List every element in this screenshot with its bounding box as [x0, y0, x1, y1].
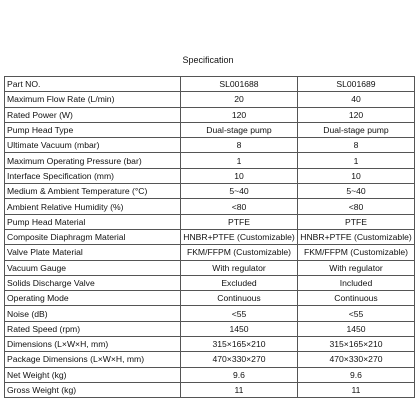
- table-row: [5, 107, 415, 122]
- spec-value-cell-sl001689: <55: [298, 306, 415, 321]
- table-row: [5, 77, 415, 92]
- spec-value-cell-sl001689: 10: [298, 168, 415, 183]
- table-row: [5, 321, 415, 336]
- spec-value-cell-sl001688: 1450: [181, 321, 298, 336]
- spec-value-cell-sl001688: 5~40: [181, 184, 298, 199]
- spec-label-cell: Medium & Ambient Temperature (°C): [5, 184, 181, 199]
- spec-value-cell-sl001689: 9.6: [298, 367, 415, 382]
- table-row: [5, 214, 415, 229]
- spec-label-cell: Rated Speed (rpm): [5, 321, 181, 336]
- spec-value-cell-sl001688: Continuous: [181, 291, 298, 306]
- spec-label-cell: Ultimate Vacuum (mbar): [5, 138, 181, 153]
- spec-value-cell-sl001688: 11: [181, 382, 298, 397]
- spec-value-cell-sl001689: With regulator: [298, 260, 415, 275]
- spec-value-cell-sl001689: 8: [298, 138, 415, 153]
- spec-label-cell: Pump Head Type: [5, 122, 181, 137]
- spec-value-cell-sl001689: SL001689: [298, 77, 415, 92]
- spec-value-cell-sl001688: SL001688: [181, 77, 298, 92]
- spec-value-cell-sl001689: 120: [298, 107, 415, 122]
- spec-label-cell: Operating Mode: [5, 291, 181, 306]
- spec-value-cell-sl001688: FKM/FFPM (Customizable): [181, 245, 298, 260]
- spec-value-cell-sl001689: 1450: [298, 321, 415, 336]
- table-row: [5, 260, 415, 275]
- table-row: [5, 168, 415, 183]
- table-row: [5, 229, 415, 244]
- spec-value-cell-sl001688: 1: [181, 153, 298, 168]
- table-row: [5, 153, 415, 168]
- spec-value-cell-sl001689: 315×165×210: [298, 337, 415, 352]
- spec-value-cell-sl001688: 20: [181, 92, 298, 107]
- spec-value-cell-sl001688: Dual-stage pump: [181, 122, 298, 137]
- spec-label-cell: Ambient Relative Humidity (%): [5, 199, 181, 214]
- spec-value-cell-sl001688: Excluded: [181, 275, 298, 290]
- table-row: [5, 367, 415, 382]
- spec-value-cell-sl001688: 315×165×210: [181, 337, 298, 352]
- page-title: Specification: [182, 55, 234, 65]
- spec-value-cell-sl001688: <55: [181, 306, 298, 321]
- spec-value-cell-sl001688: PTFE: [181, 214, 298, 229]
- spec-label-cell: Interface Specification (mm): [5, 168, 181, 183]
- table-row: [5, 352, 415, 367]
- spec-value-cell-sl001689: 5~40: [298, 184, 415, 199]
- table-row: [5, 306, 415, 321]
- spec-value-cell-sl001689: PTFE: [298, 214, 415, 229]
- table-row: [5, 275, 415, 290]
- spec-value-cell-sl001689: 11: [298, 382, 415, 397]
- spec-label-cell: Maximum Flow Rate (L/min): [5, 92, 181, 107]
- spec-value-cell-sl001689: Continuous: [298, 291, 415, 306]
- spec-label-cell: Solids Discharge Valve: [5, 275, 181, 290]
- table-row: [5, 291, 415, 306]
- spec-label-cell: Vacuum Gauge: [5, 260, 181, 275]
- spec-value-cell-sl001689: Included: [298, 275, 415, 290]
- spec-label-cell: Maximum Operating Pressure (bar): [5, 153, 181, 168]
- table-row: [5, 122, 415, 137]
- table-row: [5, 337, 415, 352]
- spec-label-cell: Part NO.: [5, 77, 181, 92]
- spec-value-cell-sl001689: <80: [298, 199, 415, 214]
- table-row: [5, 138, 415, 153]
- spec-label-cell: Dimensions (L×W×H, mm): [5, 337, 181, 352]
- spec-value-cell-sl001688: With regulator: [181, 260, 298, 275]
- spec-label-cell: Pump Head Material: [5, 214, 181, 229]
- table-row: [5, 184, 415, 199]
- spec-value-cell-sl001688: 9.6: [181, 367, 298, 382]
- spec-table-body: [5, 77, 415, 398]
- table-row: [5, 382, 415, 397]
- spec-value-cell-sl001688: 120: [181, 107, 298, 122]
- spec-value-cell-sl001689: 470×330×270: [298, 352, 415, 367]
- spec-value-cell-sl001689: 40: [298, 92, 415, 107]
- spec-table: [4, 76, 415, 398]
- spec-label-cell: Package Dimensions (L×W×H, mm): [5, 352, 181, 367]
- spec-value-cell-sl001689: HNBR+PTFE (Customizable): [298, 229, 415, 244]
- spec-value-cell-sl001689: 1: [298, 153, 415, 168]
- spec-value-cell-sl001688: 10: [181, 168, 298, 183]
- spec-label-cell: Rated Power (W): [5, 107, 181, 122]
- spec-value-cell-sl001688: 8: [181, 138, 298, 153]
- spec-value-cell-sl001689: Dual-stage pump: [298, 122, 415, 137]
- spec-label-cell: Noise (dB): [5, 306, 181, 321]
- spec-value-cell-sl001688: 470×330×270: [181, 352, 298, 367]
- spec-label-cell: Composite Diaphragm Material: [5, 229, 181, 244]
- spec-label-cell: Valve Plate Material: [5, 245, 181, 260]
- spec-label-cell: Net Weight (kg): [5, 367, 181, 382]
- spec-value-cell-sl001688: <80: [181, 199, 298, 214]
- table-row: [5, 199, 415, 214]
- spec-value-cell-sl001688: HNBR+PTFE (Customizable): [181, 229, 298, 244]
- spec-label-cell: Gross Weight (kg): [5, 382, 181, 397]
- spec-value-cell-sl001689: FKM/FFPM (Customizable): [298, 245, 415, 260]
- table-row: [5, 245, 415, 260]
- table-row: [5, 92, 415, 107]
